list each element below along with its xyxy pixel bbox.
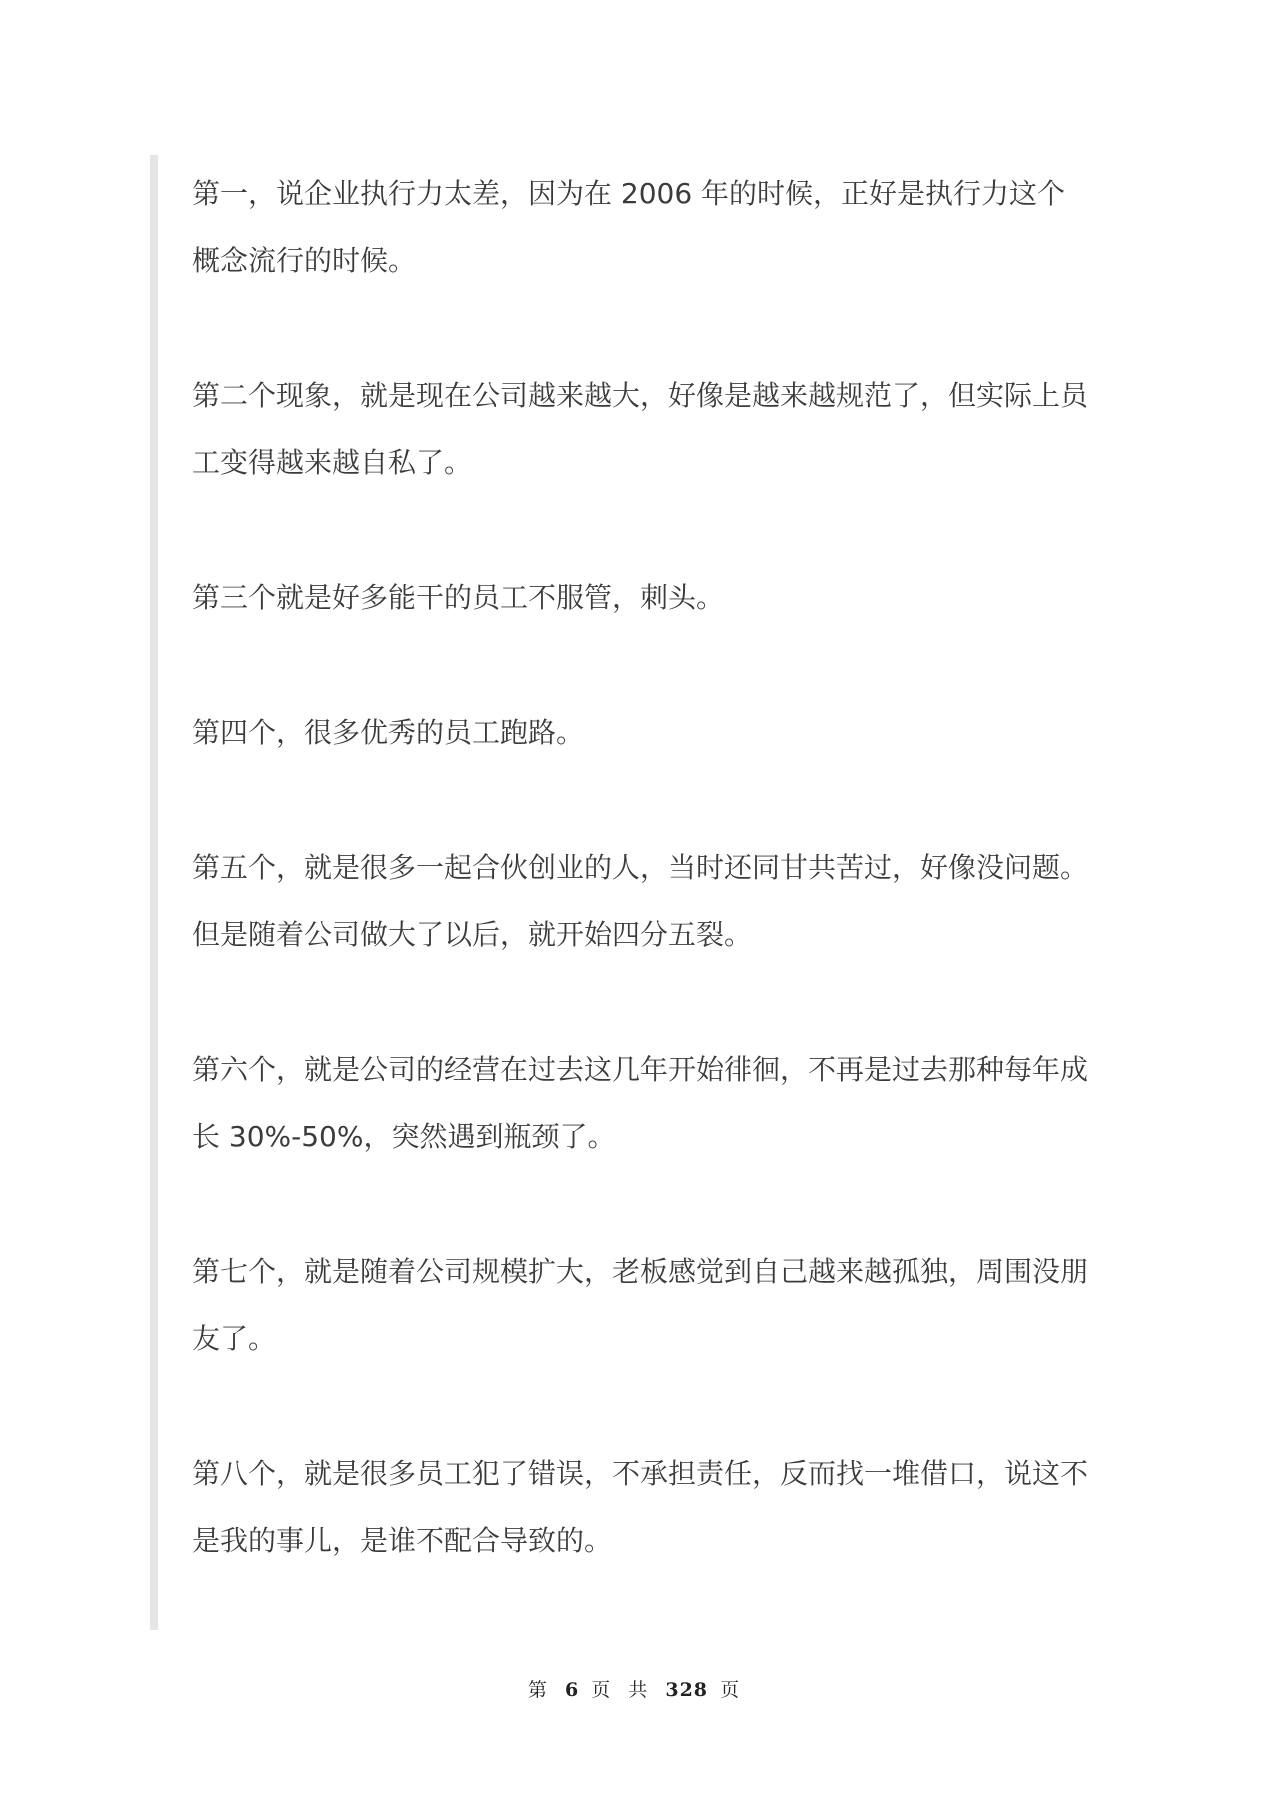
paragraph-2: 第二个现象，就是现在公司越来越大，好像是越来越规范了，但实际上员工变得越来越自私了。	[192, 379, 1089, 479]
document-body	[192, 160, 1092, 1642]
paragraph-3: 第三个就是好多能干的员工不服管，刺头。	[192, 581, 725, 614]
footer-suffix: 页	[720, 1679, 746, 1701]
current-page-number: 6	[564, 1679, 580, 1701]
paragraph-1: 第一，说企业执行力太差，因为在 2006 年的时候，正好是执行力这个概念流行的时候。	[192, 177, 1066, 277]
footer-prefix: 第	[527, 1679, 553, 1701]
paragraph-8: 第八个，就是很多员工犯了错误，不承担责任，反而找一堆借口，说这不是我的事儿，是谁不配合导致的。	[192, 1457, 1089, 1557]
paragraph-7: 第七个，就是随着公司规模扩大，老板感觉到自己越来越孤独，周围没朋友了。	[192, 1255, 1089, 1355]
page-footer	[0, 1675, 1273, 1702]
paragraph-6: 第六个，就是公司的经营在过去这几年开始徘徊，不再是过去那种每年成长 30%-50%，突然遇到瓶颈了。	[192, 1053, 1089, 1153]
blockquote-bar	[150, 155, 158, 1630]
footer-middle: 页 共	[591, 1679, 654, 1701]
total-page-count: 328	[665, 1679, 709, 1701]
paragraph-4: 第四个，很多优秀的员工跑路。	[192, 716, 585, 749]
paragraph-5: 第五个，就是很多一起合伙创业的人，当时还同甘共苦过，好像没问题。但是随着公司做大了以后，就开始四分五裂。	[192, 851, 1089, 951]
